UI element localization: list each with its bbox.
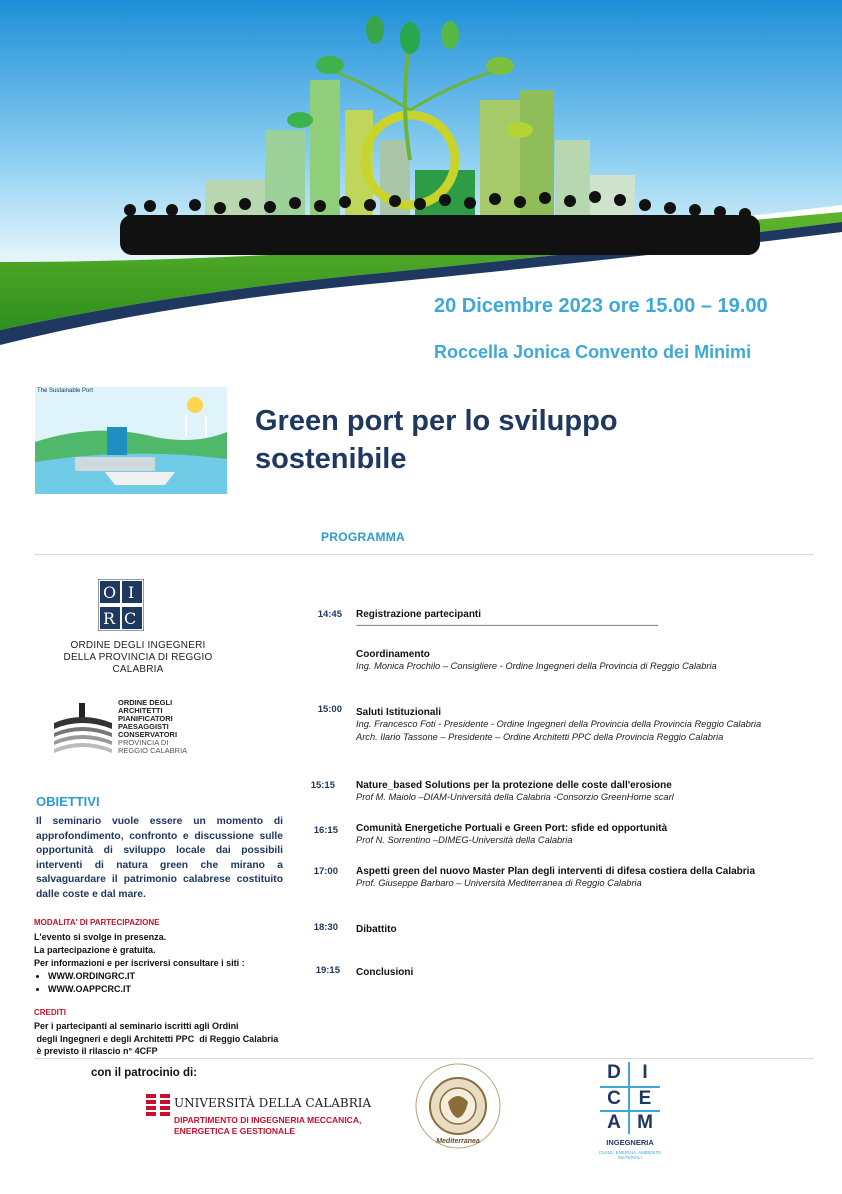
time-1915: 19:15: [315, 965, 340, 976]
time-1515: 15:15: [310, 780, 335, 791]
schedule-item-saluti: [356, 707, 796, 744]
schedule-detail: Ing. Monica Prochilo – Consigliere - Ordine Ingegneri della Provincia di Reggio Calabria: [356, 661, 717, 671]
diceam-logo: [600, 1062, 660, 1166]
schedule-detail: Ing. Francesco Foti - Presidente - Ordine Ingegneri della Provincia della Provincia Reggio Calabria: [356, 719, 762, 729]
architetti-line-6: PROVINCIA DI: [118, 738, 169, 747]
crediti-line-2: degli Ingegneri e degli Architetti PPC di Reggio Calabria: [34, 1033, 279, 1044]
architetti-line-3: PIANIFICATORI: [118, 714, 173, 723]
diceam-letter-e: E: [630, 1086, 660, 1110]
modalita-line-2: La partecipazione è gratuita.: [34, 945, 156, 955]
time-1500: 15:00: [317, 704, 342, 715]
mediterranea-script: Mediterranea: [436, 1138, 480, 1145]
diceam-sub: CIVILE, ENERGIA, AMBIENTE MATERIALI: [598, 1150, 662, 1160]
programma-label: PROGRAMMA: [321, 530, 406, 544]
schedule-detail: Prof N. Sorrentino –DIMEG-Università della Calabria: [356, 835, 573, 845]
crediti-line-3: è previsto il rilascio n° 4CFP: [34, 1046, 158, 1056]
mediterranea-seal: [413, 1062, 503, 1154]
modalita-block: [34, 931, 294, 996]
oirc-line-2: DELLA PROVINCIA DI REGGIO CALABRIA: [63, 652, 213, 675]
patrocinio-label: con il patrocinio di:: [91, 1067, 198, 1079]
schedule-title: Aspetti green del nuovo Master Plan degli interventi di difesa costiera della Calabria: [356, 866, 755, 877]
unical-line-2: DIPARTIMENTO DI INGEGNERIA MECCANICA,: [174, 1115, 362, 1125]
schedule-item-comunita: [356, 823, 816, 847]
site-link-oappcrc[interactable]: • WWW.OAPPCRC.IT: [48, 983, 294, 996]
schedule-detail: Prof M. Maiolo –DIAM-Università della Calabria -Consorzio GreenHome scarl: [356, 792, 674, 802]
schedule-item-dibattito: [356, 924, 816, 935]
event-place: Roccella Jonica Convento dei Minimi: [434, 342, 752, 362]
oirc-logo: [98, 579, 144, 631]
obiettivi-heading: OBIETTIVI: [36, 794, 100, 809]
crediti-line-1: Per i partecipanti al seminario iscritti agli Ordini: [34, 1021, 239, 1031]
schedule-title: Saluti Istituzionali: [356, 707, 442, 718]
schedule-item-conclusioni: [356, 967, 816, 978]
diceam-letter-d: D: [600, 1062, 630, 1086]
schedule-title: Nature_based Solutions per la protezione delle coste dall'erosione: [356, 780, 672, 791]
diceam-letter-a: A: [600, 1110, 630, 1134]
architetti-line-2: ARCHITETTI: [118, 706, 163, 715]
oirc-letter-c: C: [124, 609, 137, 628]
divider-bottom: [34, 1058, 814, 1059]
diceam-letter-i: I: [642, 1062, 648, 1083]
obiettivi-text: Il seminario vuole essere un momento di approfondimento, confronto e discussione sulle opportunità di sviluppo locale dai possibili interventi di natura green che mirano a salvaguardare il patrimonio calabrese costituito dalle coste e dal mare.: [36, 816, 283, 900]
diceam-letter-c: C: [600, 1086, 630, 1110]
schedule-title: Conclusioni: [356, 967, 414, 978]
event-date: 20 Dicembre 2023 ore 15.00 – 19.00: [434, 295, 768, 317]
oirc-line-1: ORDINE DEGLI INGEGNERI: [70, 640, 206, 651]
divider-top: [34, 554, 814, 555]
time-1700: 17:00: [313, 866, 338, 877]
schedule-item-master-plan: [356, 866, 816, 890]
crediti-heading: CREDITI: [34, 1008, 66, 1017]
modalita-line-3: Per informazioni e per iscriversi consultare i siti :: [34, 958, 245, 968]
unical-line-1: UNIVERSITÀ DELLA CALABRIA: [174, 1096, 372, 1110]
oirc-letter-i: I: [128, 583, 135, 602]
time-1830: 18:30: [313, 922, 338, 933]
schedule-title: Dibattito: [356, 924, 397, 935]
architetti-line-7: REGGIO CALABRIA: [118, 746, 188, 755]
schedule-item-nature-based: [356, 780, 816, 804]
modalita-heading: MODALITA' DI PARTECIPAZIONE: [34, 918, 160, 927]
architetti-logo: [52, 693, 202, 763]
schedule-item-coordinamento: [356, 649, 816, 673]
oirc-letter-r: R: [103, 609, 116, 628]
architetti-line-5: CONSERVATORI: [118, 730, 178, 739]
thumb-caption: The Sustainable Port: [37, 388, 94, 394]
schedule-item-registrazione: [356, 609, 816, 630]
unical-line-3: ENERGETICA E GESTIONALE: [174, 1126, 296, 1136]
oirc-name: [58, 640, 218, 676]
hero-illustration: [0, 0, 842, 345]
title-line-2: sostenibile: [255, 443, 407, 475]
schedule-title: Registrazione partecipanti: [356, 609, 482, 620]
schedule-detail: Arch. Ilario Tassone – Presidente – Ordine Architetti PPC della Provincia Reggio Calabria: [356, 732, 724, 742]
time-1615: 16:15: [313, 825, 338, 836]
site-link-ordingrc[interactable]: • WWW.ORDINGRC.IT: [48, 970, 294, 983]
architetti-line-1: ORDINE DEGLI: [118, 698, 173, 707]
schedule-title: Coordinamento: [356, 649, 430, 660]
sustainable-port-image: [35, 387, 227, 494]
modalita-line-1: L'evento si svolge in presenza.: [34, 932, 167, 942]
oirc-letter-o: O: [103, 583, 117, 602]
schedule-dashes: -------------------------------------------------------------------------------------------------------------------------------------------------------: [356, 620, 658, 630]
diceam-letter-m: M: [630, 1110, 660, 1134]
architetti-line-4: PAESAGGISTI: [118, 722, 169, 731]
event-title: [255, 402, 725, 478]
crediti-block: [34, 1020, 304, 1058]
unical-logo: [146, 1090, 372, 1138]
diceam-name: INGEGNERIA: [606, 1138, 654, 1147]
schedule-title: Comunità Energetiche Portuali e Green Port: sfide ed opportunità: [356, 823, 668, 834]
schedule-detail: Prof. Giuseppe Barbaro – Università Mediterranea di Reggio Calabria: [356, 878, 642, 888]
title-line-1: Green port per lo sviluppo: [255, 405, 618, 437]
time-1445: 14:45: [317, 609, 342, 620]
